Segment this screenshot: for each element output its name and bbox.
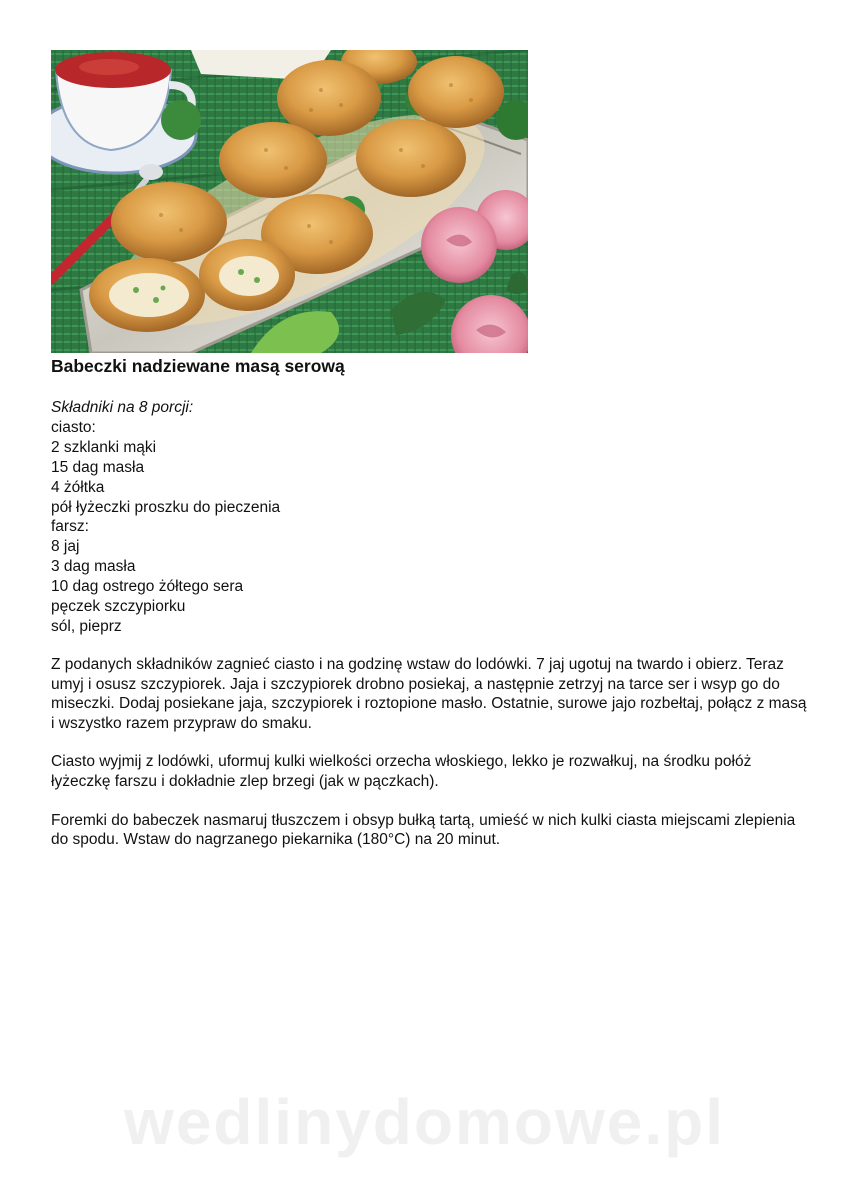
recipe-title: Babeczki nadziewane masą serową bbox=[51, 356, 345, 376]
preparation-steps bbox=[51, 655, 811, 869]
ingredient-line: 10 dag ostrego żółtego sera bbox=[51, 578, 244, 596]
ingredient-line: farsz: bbox=[51, 518, 89, 536]
stuffed-muffins-photo-illustration bbox=[51, 50, 528, 353]
step-paragraph: Ciasto wyjmij z lodówki, uformuj kulki wielkości orzecha włoskiego, lekko je rozwałkuj, na środku połóż łyżeczkę farszu i dokładnie zlep brzegi (jak w pączkach). bbox=[51, 753, 752, 790]
ingredient-line: pęczek szczypiorku bbox=[51, 598, 186, 616]
ingredient-line: 3 dag masła bbox=[51, 558, 136, 576]
ingredient-line: ciasto: bbox=[51, 418, 96, 436]
ingredient-line: 4 żółtka bbox=[51, 478, 105, 496]
ingredient-line: 2 szklanki mąki bbox=[51, 438, 157, 456]
ingredient-line: sól, pieprz bbox=[51, 617, 122, 635]
ingredients-section bbox=[51, 398, 280, 637]
ingredient-line: pół łyżeczki proszku do pieczenia bbox=[51, 498, 281, 516]
site-watermark: wedlinydomowe.pl bbox=[124, 1086, 725, 1158]
step-paragraph: Z podanych składników zagnieć ciasto i na godzinę wstaw do lodówki. 7 jaj ugotuj na twardo i obierz. Teraz umyj i osusz szczypiorek. Jaja i szczypiorek drobno posiekaj, a następnie zetrzyj na tarce ser i wsyp go do miseczki. Dodaj posiekane jaja, szczypiorek i roztopione masło. Ostatnie, surowe jajo rozbełtaj, połącz z masą i wszystko razem przypraw do smaku. bbox=[51, 656, 807, 732]
recipe-photo bbox=[51, 50, 528, 353]
ingredient-line: 8 jaj bbox=[51, 538, 80, 556]
step-paragraph: Foremki do babeczek nasmaruj tłuszczem i obsyp bułką tartą, umieść w nich kulki ciasta miejscami zlepienia do spodu. Wstaw do nagrzanego piekarnika (180°C) na 20 minut. bbox=[51, 811, 796, 849]
ingredient-line: 15 dag masła bbox=[51, 458, 145, 476]
ingredients-heading: Składniki na 8 porcji: bbox=[51, 399, 194, 416]
